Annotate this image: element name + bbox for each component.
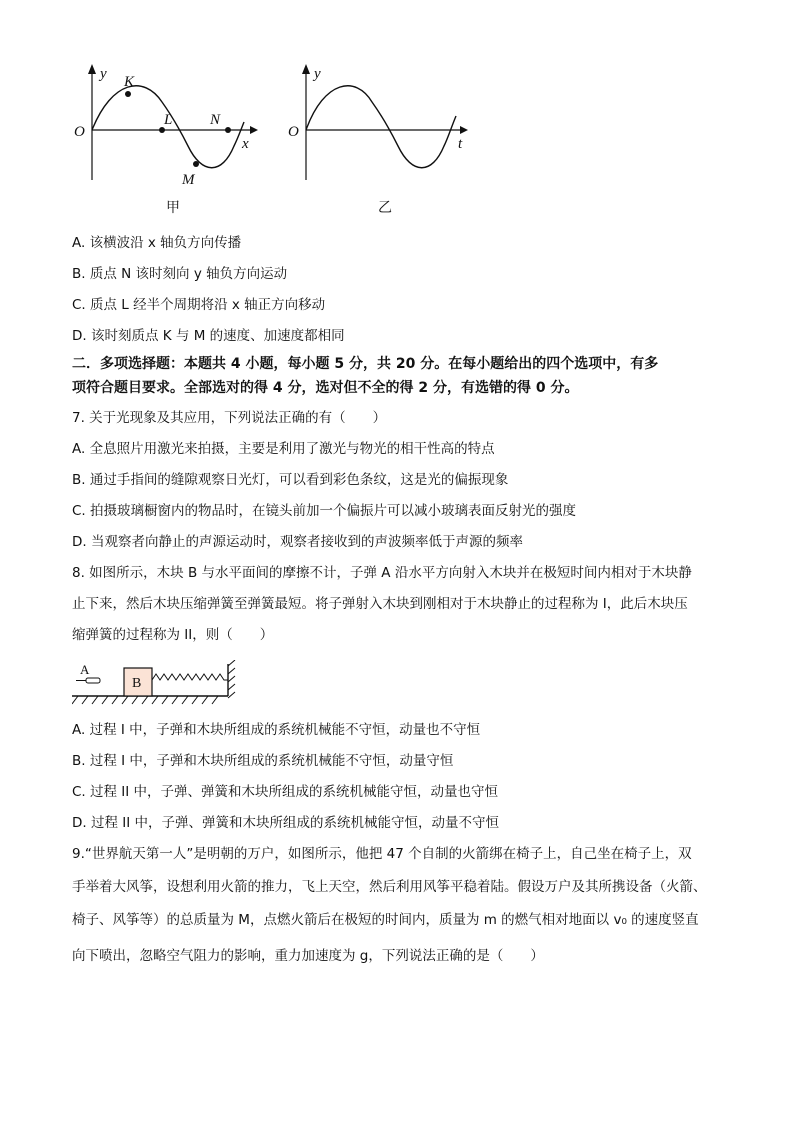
q8-option-c: C. 过程 II 中，子弹、弹簧和木块所组成的系统机械能守恒，动量也守恒: [72, 784, 499, 800]
q7-option-a: A. 全息照片用激光来拍摄，主要是利用了激光与物光的相干性高的特点: [72, 441, 495, 457]
origin-label: O: [74, 124, 85, 140]
point-m: [193, 161, 199, 167]
q8-option-a: A. 过程 I 中，子弹和木块所组成的系统机械能不守恒，动量也不守恒: [72, 722, 481, 738]
wall-hatching: [228, 660, 235, 698]
block-spring-figure: [72, 660, 242, 710]
q9-stem-4: 向下喷出，忽略空气阻力的影响，重力加速度为 g，下列说法正确的是（ ）: [72, 948, 544, 964]
q8-option-d: D. 过程 II 中，子弹、弹簧和木块所组成的系统机械能守恒，动量不守恒: [72, 815, 500, 831]
section-2-line-1: 二．多项选择题：本题共 4 小题，每小题 5 分，共 20 分。在每小题给出的四个选项中，有多: [72, 356, 659, 372]
block-b-label: B: [132, 676, 142, 691]
section-2-header: [72, 352, 732, 400]
graph-jia: [74, 64, 258, 216]
q7-option-d: D. 当观察者向静止的声源运动时，观察者接收到的声波频率低于声源的频率: [72, 534, 523, 550]
x-axis-label: x: [242, 136, 249, 152]
x-axis-arrow-icon: [250, 126, 258, 134]
origin-label-b: O: [288, 124, 299, 140]
q6-option-a: A. 该横波沿 x 轴负方向传播: [72, 235, 242, 251]
y-axis-label: y: [100, 66, 107, 82]
q8-stem-3: 缩弹簧的过程称为 II，则（ ）: [72, 627, 274, 643]
q9-stem-1: 9.“世界航天第一人”是明朝的万户，如图所示，他把 47 个自制的火箭绑在椅子上，自己坐在椅子上，双: [72, 846, 692, 862]
floor-hatching: [72, 696, 218, 704]
q7-option-b: B. 通过手指间的缝隙观察日光灯，可以看到彩色条纹，这是光的偏振现象: [72, 472, 509, 488]
q6-option-d: D. 该时刻质点 K 与 M 的速度、加速度都相同: [72, 328, 345, 344]
q7-option-c: C. 拍摄玻璃橱窗内的物品时，在镜头前加一个偏振片可以减小玻璃表面反射光的强度: [72, 503, 577, 519]
q8-option-b: B. 过程 I 中，子弹和木块所组成的系统机械能不守恒，动量守恒: [72, 753, 454, 769]
t-axis-arrow-icon: [460, 126, 468, 134]
point-n: [225, 127, 231, 133]
q8-stem-2: 止下来，然后木块压缩弹簧至弹簧最短。将子弹射入木块到刚相对于木块静止的过程称为 I，此后木块压: [72, 596, 688, 612]
y-axis-arrow-icon: [88, 64, 96, 74]
point-k: [125, 91, 131, 97]
q6-option-b: B. 质点 N 该时刻向 y 轴负方向运动: [72, 266, 288, 282]
section-2-line-2: 项符合题目要求。全部选对的得 4 分，选对但不全的得 2 分，有选错的得 0 分。: [72, 380, 579, 396]
spring: [152, 674, 228, 680]
q6-option-c: C. 质点 L 经半个周期将沿 x 轴正方向移动: [72, 297, 326, 313]
caption-jia: 甲: [166, 200, 180, 216]
graph-yi: [288, 64, 468, 216]
bullet-a-label: A: [80, 662, 90, 677]
wave-graphs-svg: [72, 60, 492, 220]
q9-stem-3: 椅子、风筝等）的总质量为 M，点燃火箭后在极短的时间内，质量为 m 的燃气相对地面以 v₀ 的速度竖直: [72, 912, 699, 928]
label-n: N: [210, 112, 221, 128]
wave-curve-yi: [306, 86, 456, 168]
label-k: K: [124, 74, 135, 90]
caption-yi: 乙: [378, 200, 392, 216]
q7-stem: 7. 关于光现象及其应用，下列说法正确的有（ ）: [72, 410, 387, 426]
y-axis-label-b: y: [314, 66, 321, 82]
q9-stem-2: 手举着大风筝，设想利用火箭的推力，飞上天空，然后利用风筝平稳着陆。假设万户及其所携设备（火箭、: [72, 879, 707, 895]
t-axis-label: t: [458, 136, 463, 152]
bullet-a: [86, 678, 100, 683]
y-axis-b-arrow-icon: [302, 64, 310, 74]
label-m: M: [182, 172, 195, 188]
block-spring-svg: [72, 660, 242, 706]
label-l: L: [164, 112, 173, 128]
wave-figures: [72, 60, 492, 220]
q8-stem-1: 8. 如图所示，木块 B 与水平面间的摩擦不计，子弹 A 沿水平方向射入木块并在极短时间内相对于木块静: [72, 565, 692, 581]
